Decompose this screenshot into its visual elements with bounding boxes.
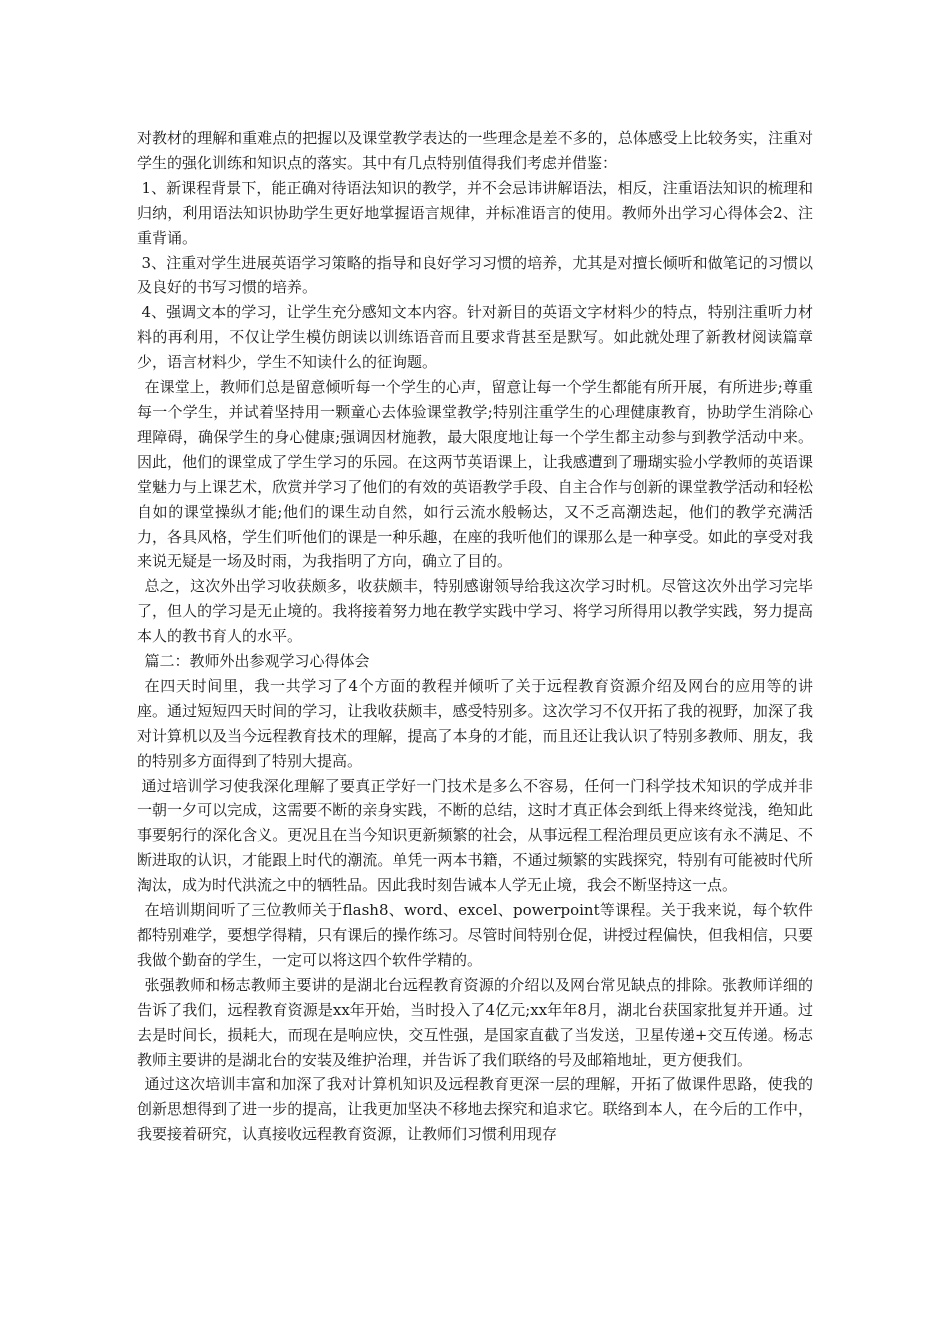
paragraph-summary: 总之，这次外出学习收获颇多，收获颇丰，特别感谢领导给我这次学习时机。尽管这次外出学习完毕了，但人的学习是无止境的。我将接着努力地在教学实践中学习、将学习所得用以教学实践，努力提高本人的教书育人的水平。 (137, 577, 813, 646)
paragraph-point-4: 4、强调文本的学习，让学生充分感知文本内容。针对新目的英语文字材料少的特点，特别注重听力材料的再利用，不仅让学生模仿朗读以训练语音而且要求背甚至是默写。如此就处理了新教材阅读篇章少，语言材料少，学生不知读什么的征询题。 (137, 303, 813, 372)
paragraph-software: 在培训期间听了三位教师关于flash8、word、excel、powerpoint等课程。关于我来说，每个软件都特别难学，要想学得精，只有课后的操作练习。尽管时间特别仓促，讲授过程偏快，但我相信，只要我做个勤奋的学生，一定可以将这四个软件学精的。 (137, 901, 813, 969)
paragraph-conclusion: 通过这次培训丰富和加深了我对计算机知识及远程教育更深一层的理解，开拓了做课件思路，使我的创新思想得到了进一步的提高，让我更加坚决不移地去探究和追求它。联络到本人，在今后的工作中，我要接着研究，认真接收远程教育资源，让教师们习惯利用现存 (137, 1075, 813, 1144)
paragraph-classroom: 在课堂上，教师们总是留意倾听每一个学生的心声，留意让每一个学生都能有所开展，有所进步;尊重每一个学生，并试着坚持用一颗童心去体验课堂教学;特别注重学生的心理健康教育，协助学生消除心理障碍，确保学生的身心健康;强调因材施教，最大限度地让每一个学生都主动参与到教学活动中来。因此，他们的课堂成了学生学习的乐园。在这两节英语课上，让我感遭到了珊瑚实验小学教师的英语课堂魅力与上课艺术，欣赏并学习了他们的有效的英语教学手段、自主合作与创新的课堂教学活动和轻松自如的课堂操纵才能;他们的课生动自然，如行云流水般畅达，又不乏高潮迭起，他们的教学充满活力，各具风格，学生们听他们的课是一种乐趣，在座的我听他们的课那么是一种享受。如此的享受对我来说无疑是一场及时雨，为我指明了方向，确立了目的。 (137, 378, 813, 571)
paragraph-training: 通过培训学习使我深化理解了要真正学好一门技术是多么不容易，任何一门科学技术知识的学成并非一朝一夕可以完成，这需要不断的亲身实践，不断的总结，这时才真正体会到纸上得来终觉浅，绝知此事要躬行的深化含义。更况且在当今知识更新频繁的社会，从事远程工程治理员更应该有永不满足、不断进取的认识，才能跟上时代的潮流。单凭一两本书籍，不通过频繁的实践探究，特别有可能被时代所淘汰，成为时代洪流之中的牺牲品。因此我时刻告诫本人学无止境，我会不断坚持这一点。 (137, 776, 813, 895)
paragraph-teachers: 张强教师和杨志教师主要讲的是湖北台远程教育资源的介绍以及网台常见缺点的排除。张教师详细的告诉了我们，远程教育资源是xx年开始，当时投入了4亿元;xx年年8月，湖北台获国家批复并开通。过去是时间长，损耗大，而现在是响应快，交互性强，是国家直截了当发送，卫星传递+交互传递。杨志教师主要讲的是湖北台的安装及维护治理，并告诉了我们联络的号及邮箱地址，更方便我们。 (137, 975, 813, 1069)
document-body (137, 126, 813, 1147)
section-heading: 篇二：教师外出参观学习心得体会 (144, 652, 370, 671)
paragraph-intro: 对教材的理解和重难点的把握以及课堂教学表达的一些理念是差不多的，总体感受上比较务实，注重对学生的强化训练和知识点的落实。其中有几点特别值得我们考虑并借鉴： (137, 129, 813, 172)
paragraph-point-1: 1、新课程背景下，能正确对待语法知识的教学，并不会忌讳讲解语法，相反，注重语法知识的梳理和归纳，利用语法知识协助学生更好地掌握语言规律，并标准语言的使用。教师外出学习心得体会2、注重背诵。 (137, 178, 813, 247)
paragraph-point-3: 3、注重对学生进展英语学习策略的指导和良好学习习惯的培养，尤其是对擅长倾听和做笔记的习惯以及良好的书写习惯的培养。 (137, 253, 813, 297)
paragraph-four-days: 在四天时间里，我一共学习了4个方面的教程并倾听了关于远程教育资源介绍及网台的应用等的讲座。通过短短四天时间的学习，让我收获颇丰，感受特别多。这次学习不仅开拓了我的视野，加深了我对计算机以及当今远程教育技术的理解，提高了本身的才能，而且还让我认识了特别多教师、朋友，我的特别多方面得到了特别大提高。 (137, 676, 813, 770)
